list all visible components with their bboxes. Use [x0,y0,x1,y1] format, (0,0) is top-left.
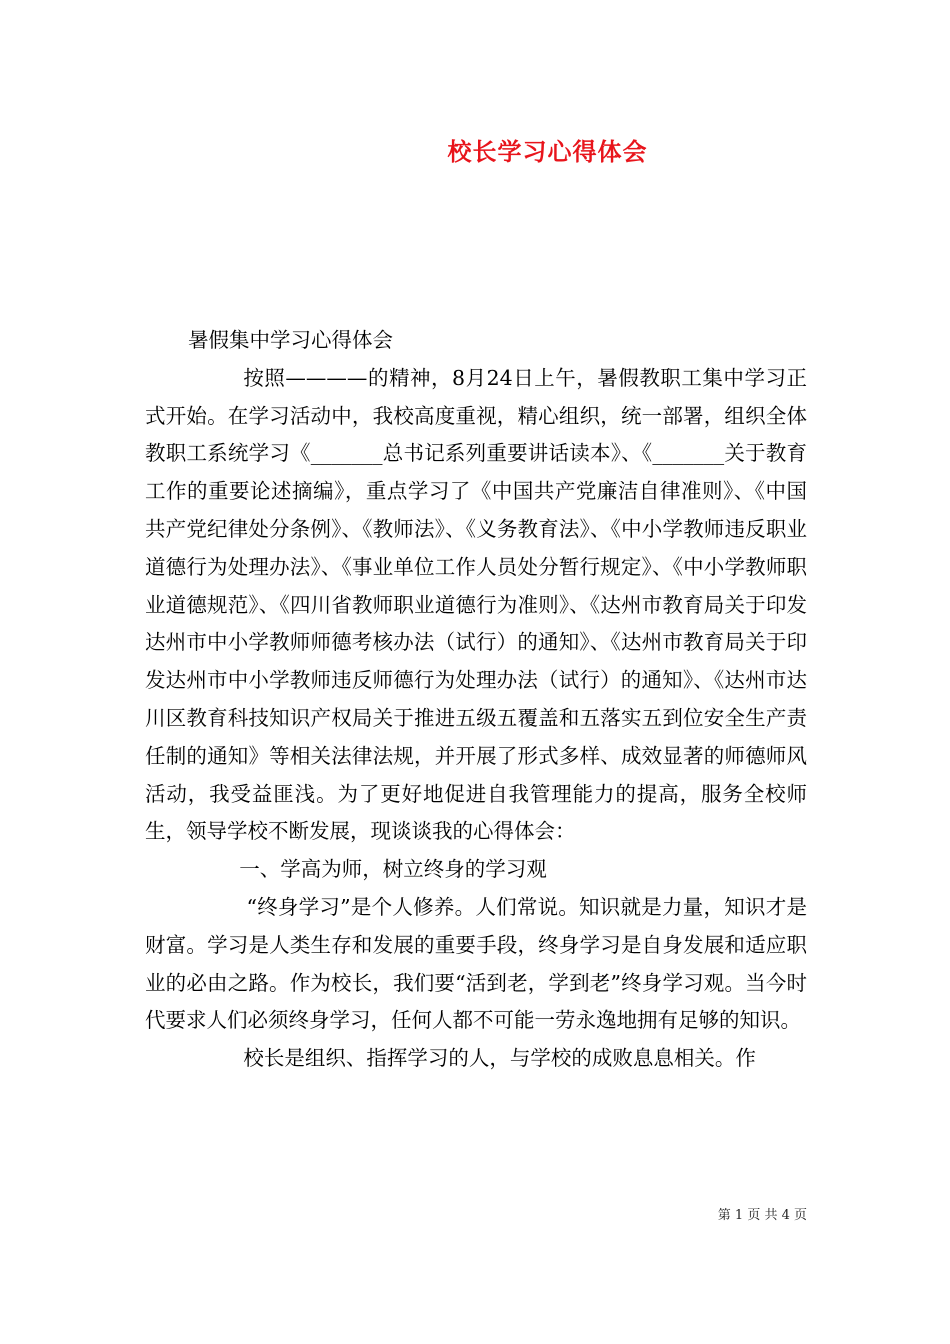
document-body [145,322,807,1078]
section-heading: 一、学高为师，树立终身的学习观 [239,857,547,882]
body-paragraph: “终身学习”是个人修养。人们常说。知识就是力量，知识才是财富。学习是人类生存和发展的重要手段，终身学习是自身发展和适应职业的必由之路。作为校长，我们要“活到老，学到老”终身学习观。当今时代要求人们必须终身学习，任何人都不可能一劳永逸地拥有足够的知识。 [145,894,807,1033]
document-subtitle: 暑假集中学习心得体会 [188,328,394,352]
body-paragraph: 校长是组织、指挥学习的人，与学校的成败息息相关。作 [243,1046,756,1071]
page-number-footer: 第 1 页 共 4 页 [717,1208,807,1223]
body-paragraph: 按照————的精神，8月24日上午，暑假教职工集中学习正式开始。在学习活动中，我校高度重视，精心组织，统一部署，组织全体教职工系统学习《_______总书记系列重要讲话读本》、《_______关于教育工作的重要论述摘编》，重点学习了《中国共产党廉洁自律准则》、《中国共产党纪律处分条例》、《教师法》、《义务教育法》、《中小学教师违反职业道德行为处理办法》、《事业单位工作人员处分暂行规定》、《中小学教师职业道德规范》、《四川省教师职业道德行为准则》、《达州市教育局关于印发达州市中小学教师师德考核办法（试行）的通知》、《达州市教育局关于印发达州市中小学教师违反师德行为处理办法（试行）的通知》、《达州市达川区教育科技知识产权局关于推进五级五覆盖和五落实五到位安全生产责任制的通知》等相关法律法规，并开展了形式多样、成效显著的师德师风活动，我受益匪浅。为了更好地促进自我管理能力的提高，服务全校师生，领导学校不断发展，现谈谈我的心得体会： [145,365,807,844]
document-title: 校长学习心得体会 [447,137,648,166]
